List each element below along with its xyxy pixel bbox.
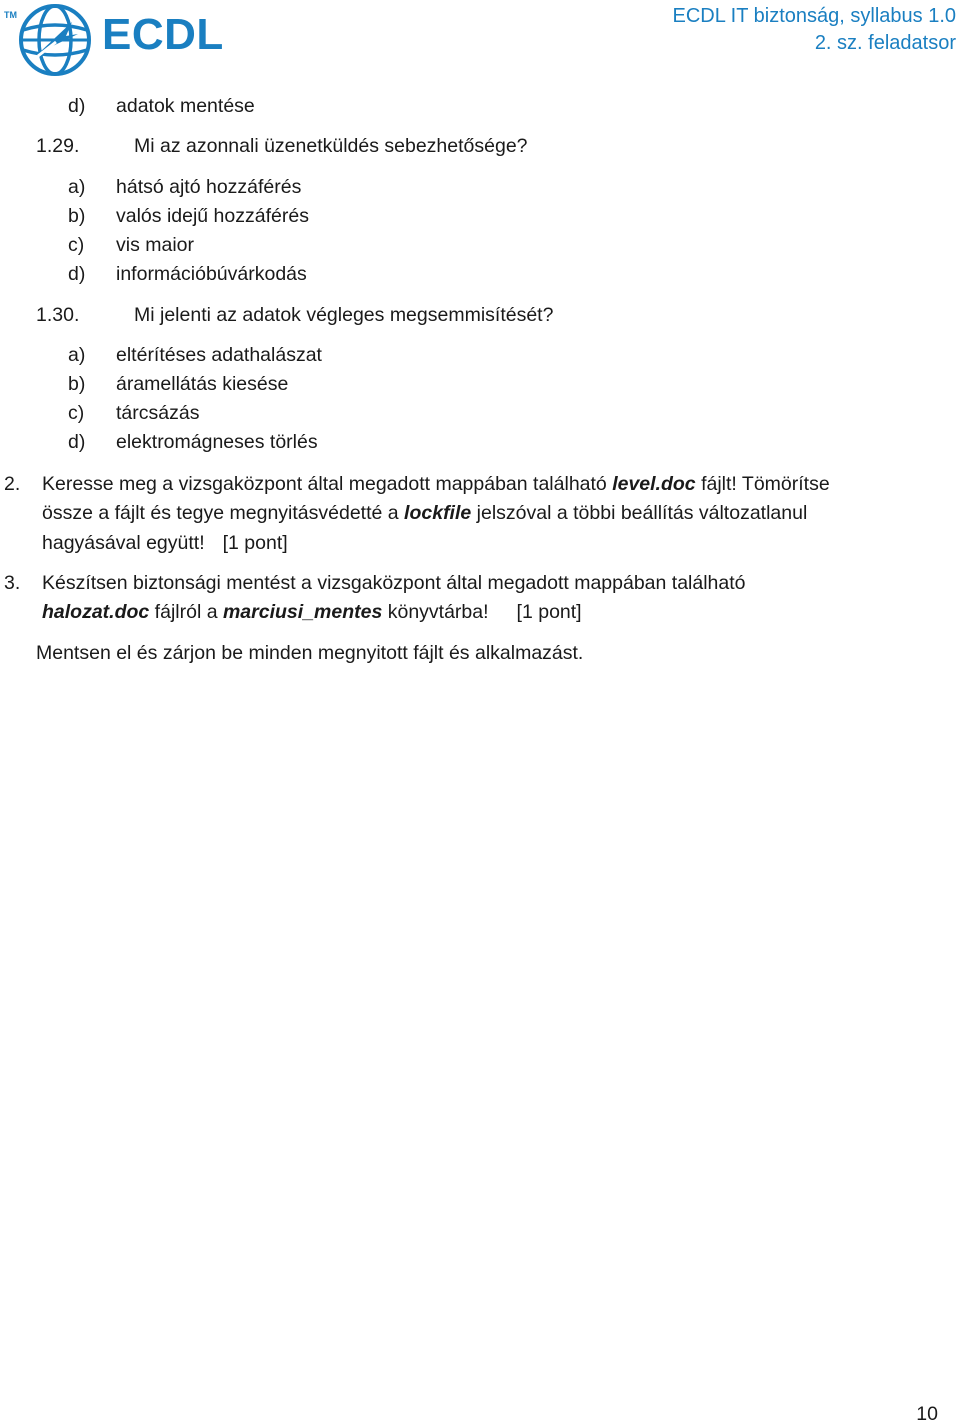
points-label: [1 pont] bbox=[222, 532, 288, 554]
option-text: vis maior bbox=[116, 234, 195, 256]
closing-instruction: Mentsen el és zárjon be minden megnyitott fájlt és alkalmazást. bbox=[36, 642, 584, 664]
option-text: valós idejű hozzáférés bbox=[116, 205, 309, 227]
question-number: 1.30. bbox=[36, 304, 80, 326]
task-text: hagyásával együtt! [1 pont] bbox=[42, 532, 288, 554]
task-number: 2. bbox=[4, 473, 21, 495]
option-label: d) bbox=[68, 431, 86, 453]
option-text: adatok mentése bbox=[116, 95, 255, 117]
task-text: halozat.doc fájlról a marciusi_mentes könyvtárba! [1 pont] bbox=[42, 601, 582, 623]
option-label: b) bbox=[68, 373, 86, 395]
document-title: ECDL IT biztonság, syllabus 1.0 bbox=[672, 5, 956, 27]
option-text: eltérítéses adathalászat bbox=[116, 344, 322, 366]
question-text: Mi az azonnali üzenetküldés sebezhetősége? bbox=[134, 135, 528, 157]
globe-logo-icon bbox=[16, 2, 94, 78]
document-subtitle: 2. sz. feladatsor bbox=[814, 32, 956, 54]
page-number: 10 bbox=[916, 1403, 938, 1425]
option-text: információbúvárkodás bbox=[116, 263, 307, 285]
file-name: level.doc bbox=[612, 473, 696, 495]
option-text: áramellátás kiesése bbox=[116, 373, 289, 395]
option-label: c) bbox=[68, 234, 85, 256]
ecdl-logo bbox=[2, 0, 242, 80]
header-title-block bbox=[673, 3, 956, 57]
option-text: hátsó ajtó hozzáférés bbox=[116, 176, 302, 198]
option-text: elektromágneses törlés bbox=[116, 431, 318, 453]
task-number: 3. bbox=[4, 572, 21, 594]
option-label: b) bbox=[68, 205, 86, 227]
folder-name: marciusi_mentes bbox=[222, 601, 383, 623]
points-label: [1 pont] bbox=[516, 601, 582, 623]
question-text: Mi jelenti az adatok végleges megsemmisítését? bbox=[134, 304, 554, 326]
question-number: 1.29. bbox=[36, 135, 80, 157]
file-name: halozat.doc bbox=[42, 601, 150, 623]
trademark-mark: TM bbox=[4, 10, 17, 20]
option-label: d) bbox=[68, 263, 86, 285]
task-text: Keresse meg a vizsgaközpont által megadott mappában található level.doc fájlt! Tömörítse bbox=[42, 473, 830, 495]
option-label: c) bbox=[68, 402, 85, 424]
password-text: lockfile bbox=[404, 502, 472, 524]
task-text: Készítsen biztonsági mentést a vizsgaközpont által megadott mappában található bbox=[42, 572, 746, 594]
option-label: a) bbox=[68, 344, 86, 366]
logo-wordmark: ECDL bbox=[102, 10, 224, 59]
task-text: össze a fájlt és tegye megnyitásvédetté a lockfile jelszóval a többi beállítás változatlanul bbox=[42, 502, 808, 524]
option-label: d) bbox=[68, 95, 86, 117]
option-label: a) bbox=[68, 176, 86, 198]
option-text: tárcsázás bbox=[116, 402, 200, 424]
